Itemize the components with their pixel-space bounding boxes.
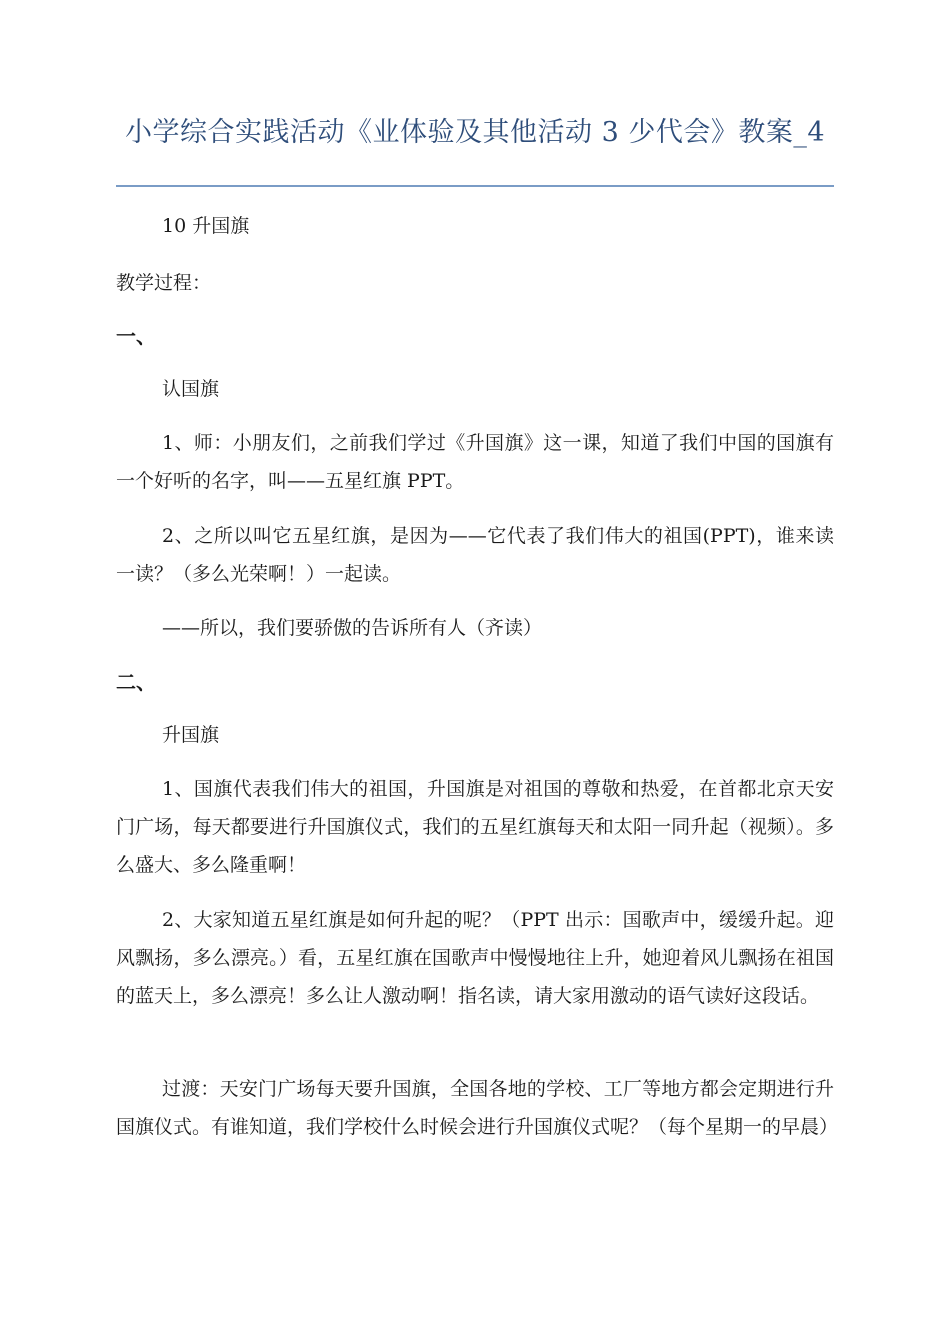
section-2-heading: 二、 (116, 670, 156, 694)
process-label: 教学过程： (116, 272, 212, 294)
document-title: 小学综合实践活动《业体验及其他活动 3 少代会》教案_4 (124, 117, 826, 148)
section-2-paragraph-2: 2、大家知道五星红旗是如何升起的呢？（PPT 出示：国歌声中，缓缓升起。迎风飘扬，多么漂亮。）看，五星红旗在国歌声中慢慢地往上升，她迎着风儿飘扬在祖国的蓝天上，多么漂亮！多么让人激动啊！指名读，请大家用激动的语气读好这段话。 (116, 909, 834, 1007)
section-1-paragraph-3: ——所以，我们要骄傲的告诉所有人（齐读） (162, 617, 543, 639)
section-1-paragraph-1: 1、师：小朋友们，之前我们学过《升国旗》这一课，知道了我们中国的国旗有一个好听的名字，叫——五星红旗 PPT。 (116, 432, 834, 492)
section-1-heading: 一、 (116, 324, 156, 348)
lesson-title: 10 升国旗 (162, 215, 250, 237)
section-2-paragraph-3: 过渡：天安门广场每天要升国旗，全国各地的学校、工厂等地方都会定期进行升国旗仪式。有谁知道，我们学校什么时候会进行升国旗仪式呢？（每个星期一的早晨） (116, 1078, 839, 1138)
section-1-subtitle: 认国旗 (162, 378, 220, 400)
section-1-paragraph-2: 2、之所以叫它五星红旗，是因为——它代表了我们伟大的祖国(PPT)，谁来读一读？（多么光荣啊！）一起读。 (116, 525, 834, 585)
title-underline (116, 185, 834, 187)
section-2-subtitle: 升国旗 (162, 724, 220, 746)
section-2-paragraph-1: 1、国旗代表我们伟大的祖国，升国旗是对祖国的尊敬和热爱，在首都北京天安门广场，每天都要进行升国旗仪式，我们的五星红旗每天和太阳一同升起（视频）。多么盛大、多么隆重啊！ (116, 778, 834, 876)
